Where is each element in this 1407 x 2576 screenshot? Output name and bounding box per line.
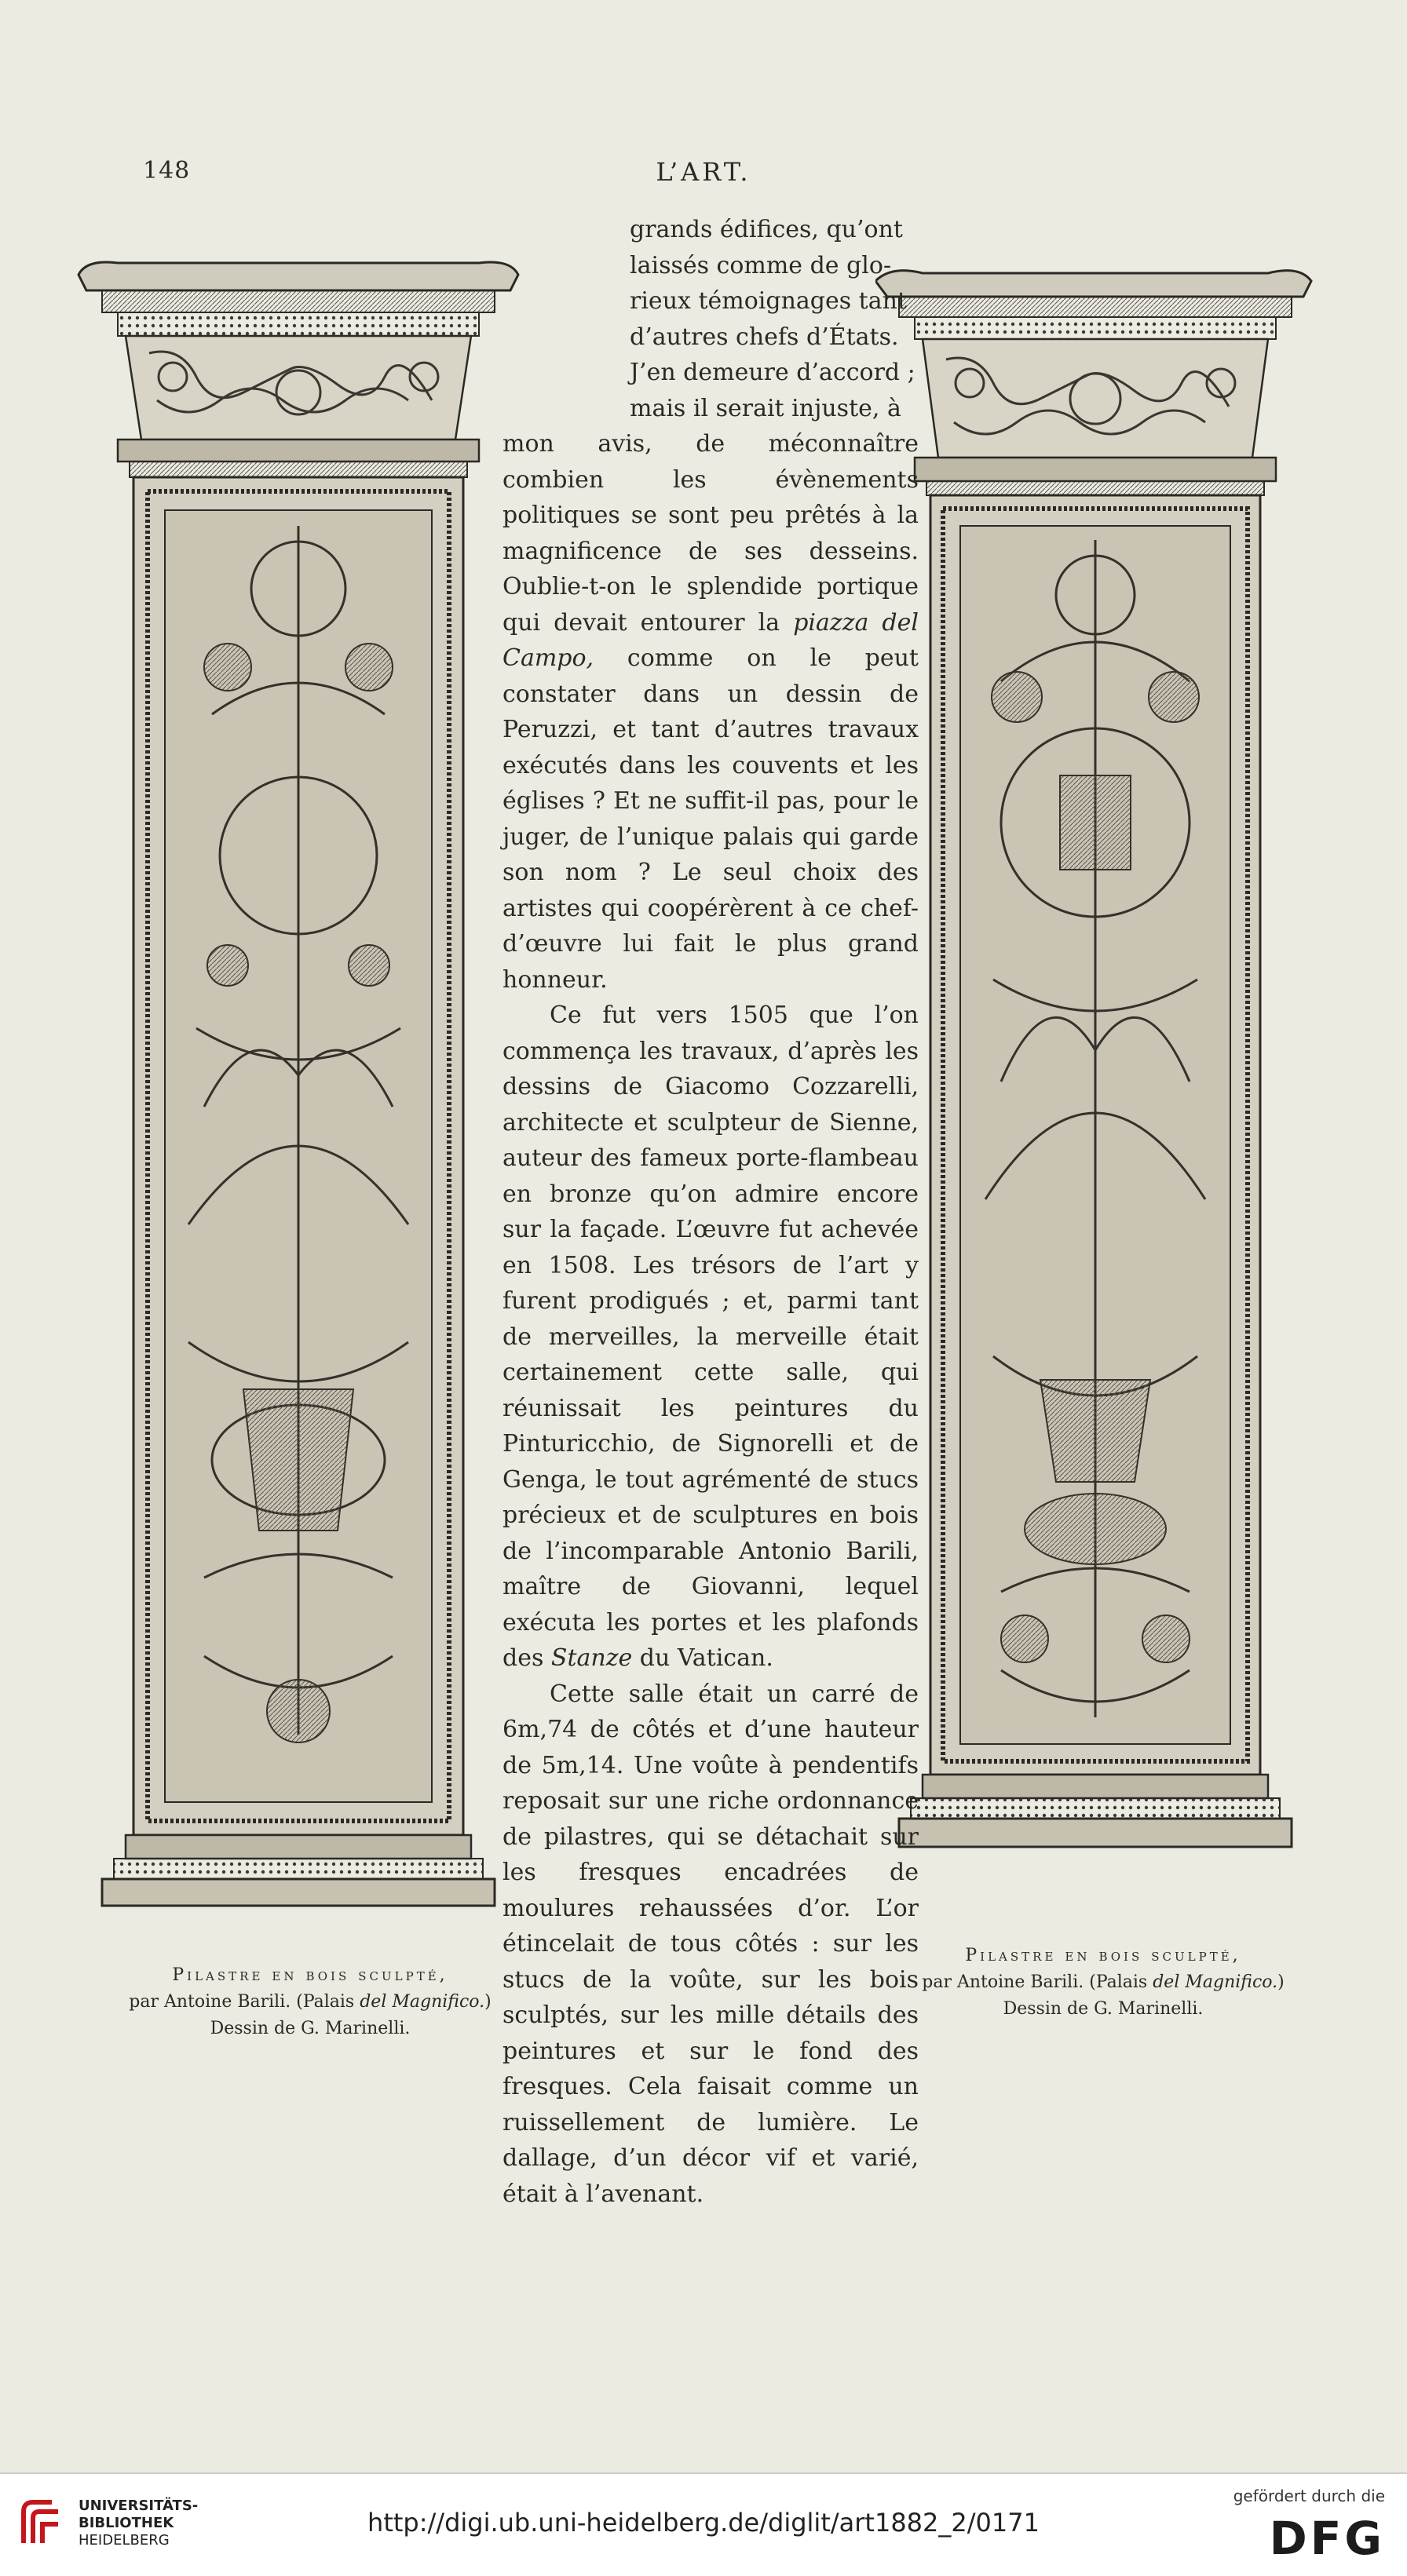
running-title: L’ART.: [656, 157, 751, 187]
caption-attribution: par Antoine Barili. (Palais del Magnifico.): [129, 1992, 492, 2012]
right-plate-caption: [911, 1943, 1296, 2023]
caption-attribution: par Antoine Barili. (Palais del Magnifico.): [922, 1972, 1285, 1992]
text-line: grands édifices, qu’ont: [630, 216, 903, 243]
paragraph-1-continued: mon avis, de méconnaître combien les évènements politiques se sont peu prêtés à la magnificence de ses desseins. Oublie-t-on le splendide portique qui devait entourer la piazza del Campo, comme on le peut constater dans un dessin de Peruzzi, et tant d’autres travaux exécutés dans les couvents et les églises ? Et ne suffit-il pas, pour le juger, de l’unique palais qui garde son nom ? Le seul choix des artistes qui coopérèrent à ce chef-d’œuvre lui fait le plus grand honneur.: [502, 430, 919, 994]
text-line: laissés comme de glo-: [630, 251, 892, 279]
left-plate-caption: [118, 1962, 502, 2042]
paragraph-3: Cette salle était un carré de 6m,74 de côtés et d’une hauteur de 5m,14. Une voûte à pendentifs reposait sur une riche ordonnance de pilastres, qui se détachait sur les fresques encadrées de moulures rehaussées d’or. L’or étincelait de tous côtés : sur les stucs de la voûte, sur les bois sculptés, sur les mille détails des peintures et sur le fond des fresques. Cela faisait comme un ruissellement de lumière. Le dallage, d’un décor vif et varié, était à l’avenant.: [502, 1680, 919, 2208]
wrapped-opening-lines: [565, 212, 919, 426]
caption-drawer: Dessin de G. Marinelli.: [210, 2019, 411, 2038]
caption-title: Pilastre en bois sculpté,: [965, 1946, 1241, 1965]
caption-title: Pilastre en bois sculpté,: [172, 1965, 448, 1985]
source-url-link[interactable]: http://digi.ub.uni-heidelberg.de/diglit/art1882_2/0171: [367, 2508, 1040, 2538]
page-number: 148: [143, 157, 191, 184]
text-line: d’autres chefs d’États.: [630, 323, 899, 351]
text-line: mais il serait injuste, à: [630, 394, 901, 422]
text-line: rieux témoignages tant: [630, 287, 907, 315]
dfg-logo: DFG: [1269, 2512, 1385, 2565]
text-line: J’en demeure d’accord ;: [630, 359, 915, 386]
right-pilaster-engraving: [875, 257, 1315, 1870]
caption-drawer: Dessin de G. Marinelli.: [1003, 1999, 1204, 2019]
paragraph-2: Ce fut vers 1505 que l’on commença les travaux, d’après les dessins de Giacomo Cozzarelli, architecte et sculpteur de Sienne, auteur des fameux porte-flambeau en bronze qu’on admire encore sur la façade. L’œuvre fut achevée en 1508. Les trésors de l’art y furent prodigués ; et, parmi tant de merveilles, la merveille était certainement cette salle, qui réunissait les peintures du Pinturicchio, de Signorelli et de Genga, le tout agrémenté de stucs précieux et de sculptures en bois de l’incomparable Antonio Barili, maître de Giovanni, lequel exécuta les portes et les plafonds des Stanze du Vatican.: [502, 1002, 919, 1672]
library-name: UNIVERSITÄTS- BIBLIOTHEK HEIDELBERG: [79, 2498, 199, 2549]
sponsor-label: gefördert durch die: [1233, 2487, 1385, 2505]
left-pilaster-engraving: [71, 243, 526, 1947]
article-text-column: [502, 212, 919, 2212]
